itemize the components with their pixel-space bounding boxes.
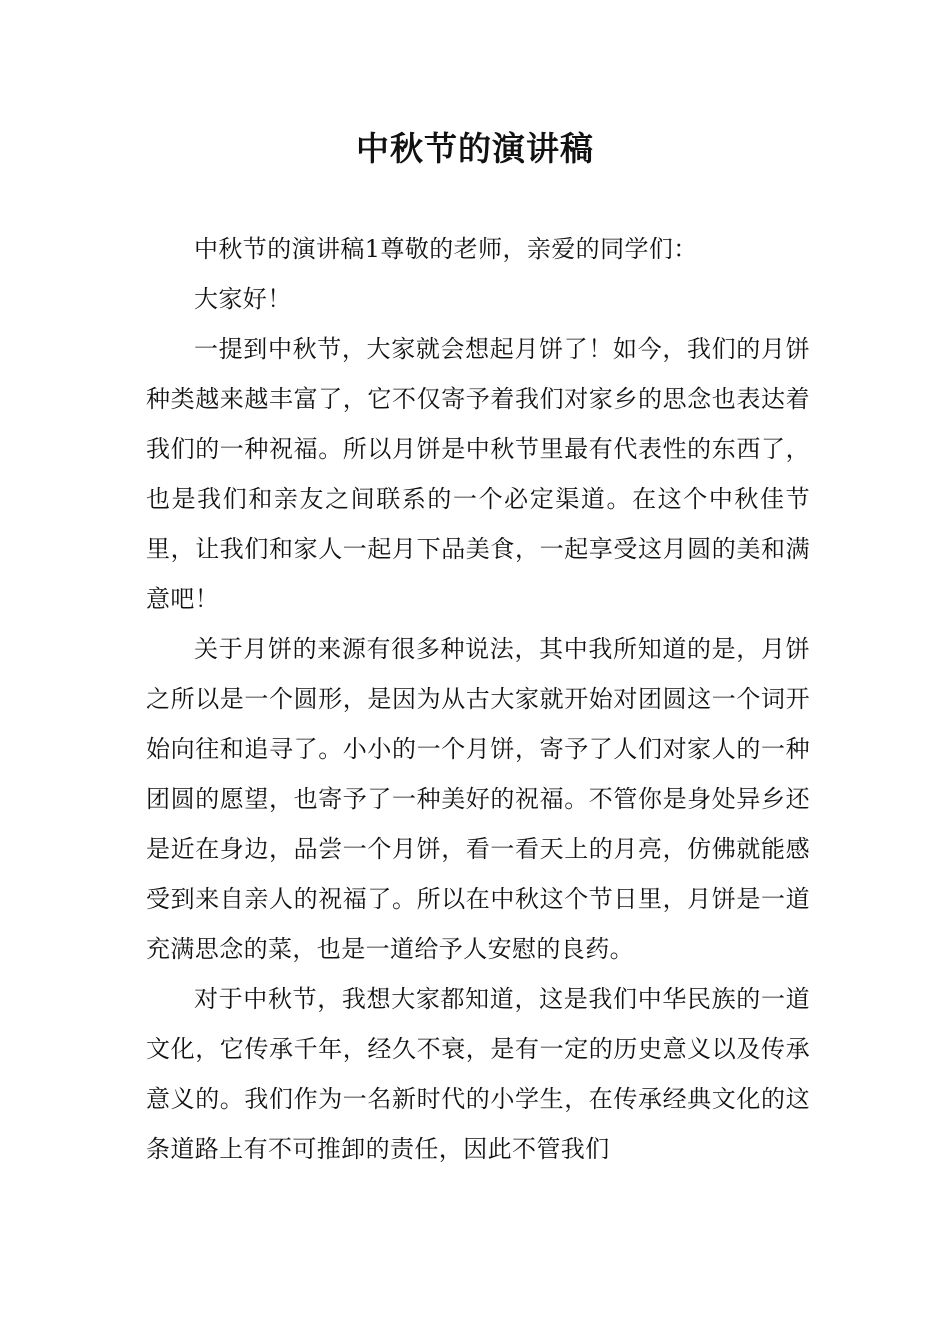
paragraph-mooncake-intro: 一提到中秋节，大家就会想起月饼了！如今，我们的月饼种类越来越丰富了，它不仅寄予着我们对家乡的思念也表达着我们的一种祝福。所以月饼是中秋节里最有代表性的东西了，也是我们和亲友之间联系的一个必定渠道。在这个中秋佳节里，让我们和家人一起月下品美食，一起享受这月圆的美和满意吧！ [146,335,810,613]
document-title: 中秋节的演讲稿 [356,129,594,168]
paragraph-hello: 大家好！ [194,285,292,313]
document-body [146,224,810,1174]
paragraph-culture: 对于中秋节，我想大家都知道，这是我们中华民族的一道文化，它传承千年，经久不衰，是有一定的历史意义以及传承意义的。我们作为一名新时代的小学生，在传承经典文化的这条道路上有不可推卸的责任，因此不管我们 [146,985,810,1163]
paragraph-mooncake-origin: 关于月饼的来源有很多种说法，其中我所知道的是，月饼之所以是一个圆形，是因为从古大家就开始对团圆这一个词开始向往和追寻了。小小的一个月饼，寄予了人们对家人的一种团圆的愿望，也寄予了一种美好的祝福。不管你是身处异乡还是近在身边，品尝一个月饼，看一看天上的月亮，仿佛就能感受到来自亲人的祝福了。所以在中秋这个节日里，月饼是一道充满思念的菜，也是一道给予人安慰的良药。 [146,635,810,963]
paragraph-greeting-line: 中秋节的演讲稿1尊敬的老师，亲爱的同学们： [194,235,698,263]
